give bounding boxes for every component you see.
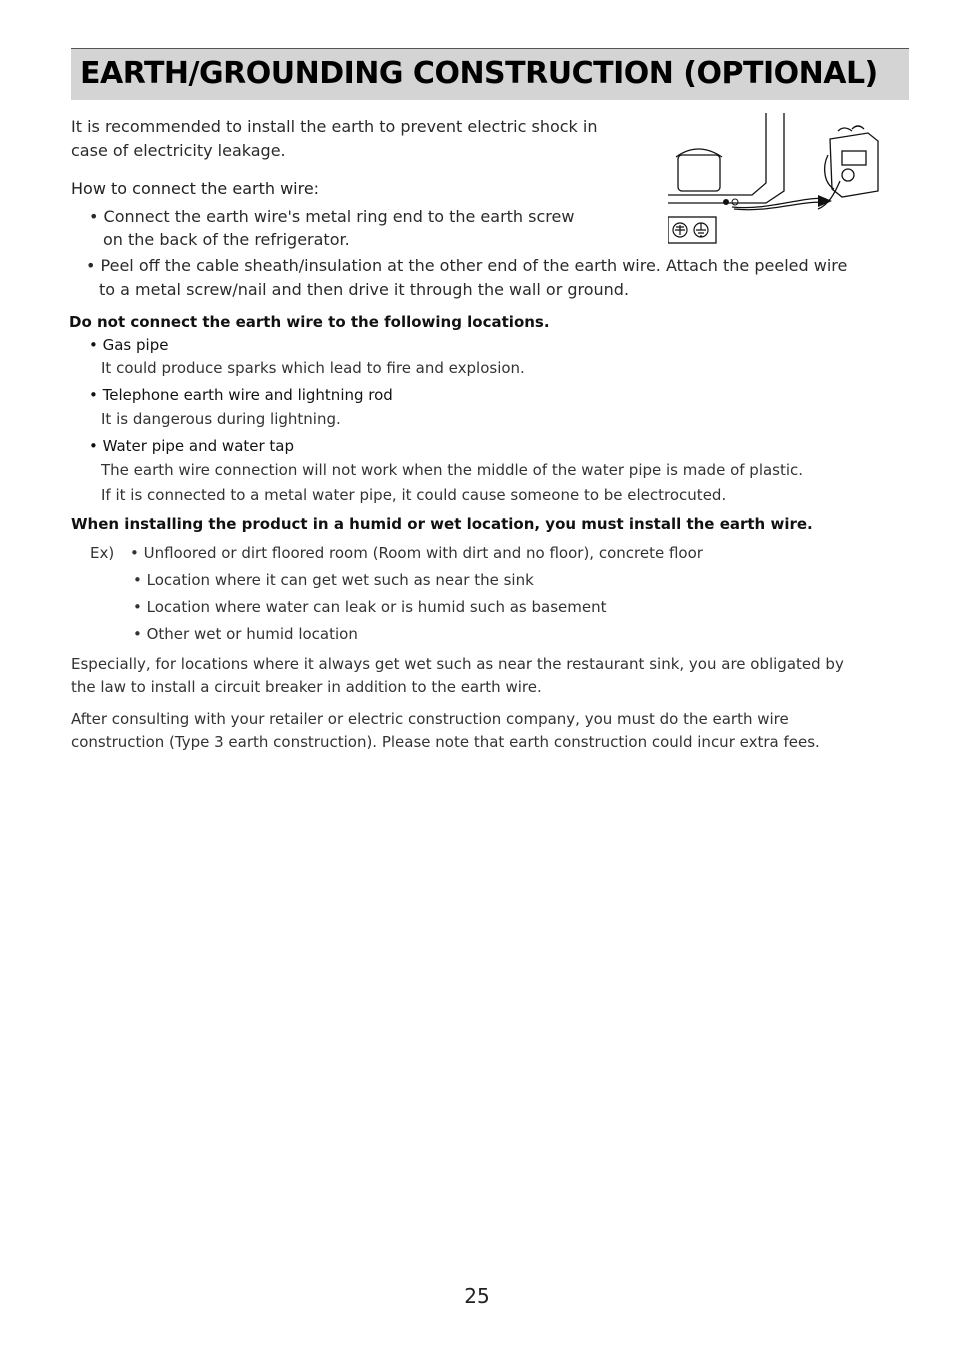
location-water-pipe: • Water pipe and water tap (89, 437, 295, 455)
title-bar (71, 48, 909, 100)
step-1-line-2: on the back of the refrigerator. (103, 230, 350, 249)
intro-line-2: case of electricity leakage. (71, 141, 286, 160)
step-2-line-1: • Peel off the cable sheath/insulation at the other end of the earth wire. Attach the peeled wire (86, 256, 848, 275)
example-item: • Other wet or humid location (133, 625, 358, 643)
especially-line-2: the law to install a circuit breaker in addition to the earth wire. (71, 678, 542, 696)
page-number: 25 (464, 1284, 490, 1308)
example-item: • Location where water can leak or is humid such as basement (133, 598, 607, 616)
after-line-2: construction (Type 3 earth construction). Please note that earth construction could incur extra fees. (71, 733, 820, 751)
refrigerator-earth-diagram (668, 111, 898, 247)
location-water-pipe-desc-2: If it is connected to a metal water pipe, it could cause someone to be electrocuted. (101, 486, 727, 504)
after-line-1: After consulting with your retailer or electric construction company, you must do the earth wire (71, 710, 789, 728)
location-gas-pipe: • Gas pipe (89, 336, 169, 354)
earth-wire-illustration (668, 111, 898, 247)
page-title: EARTH/GROUNDING CONSTRUCTION (OPTIONAL) (80, 56, 878, 91)
location-telephone: • Telephone earth wire and lightning rod (89, 386, 393, 404)
step-1-line-1: • Connect the earth wire's metal ring end to the earth screw (89, 207, 575, 226)
step-2-line-2: to a metal screw/nail and then drive it through the wall or ground. (99, 280, 630, 299)
location-water-pipe-desc-1: The earth wire connection will not work when the middle of the water pipe is made of plastic. (101, 461, 804, 479)
example-item: • Unfloored or dirt floored room (Room with dirt and no floor), concrete floor (130, 544, 703, 562)
do-not-heading: Do not connect the earth wire to the following locations. (69, 313, 550, 331)
humid-heading: When installing the product in a humid or wet location, you must install the earth wire. (71, 515, 813, 533)
location-telephone-desc: It is dangerous during lightning. (101, 410, 341, 428)
location-gas-pipe-desc: It could produce sparks which lead to fire and explosion. (101, 359, 525, 377)
example-label: Ex) (90, 544, 115, 562)
how-to-heading: How to connect the earth wire: (71, 179, 320, 198)
intro-line-1: It is recommended to install the earth to prevent electric shock in (71, 117, 598, 136)
example-item: • Location where it can get wet such as near the sink (133, 571, 534, 589)
especially-line-1: Especially, for locations where it always get wet such as near the restaurant sink, you are obligated by (71, 655, 844, 673)
